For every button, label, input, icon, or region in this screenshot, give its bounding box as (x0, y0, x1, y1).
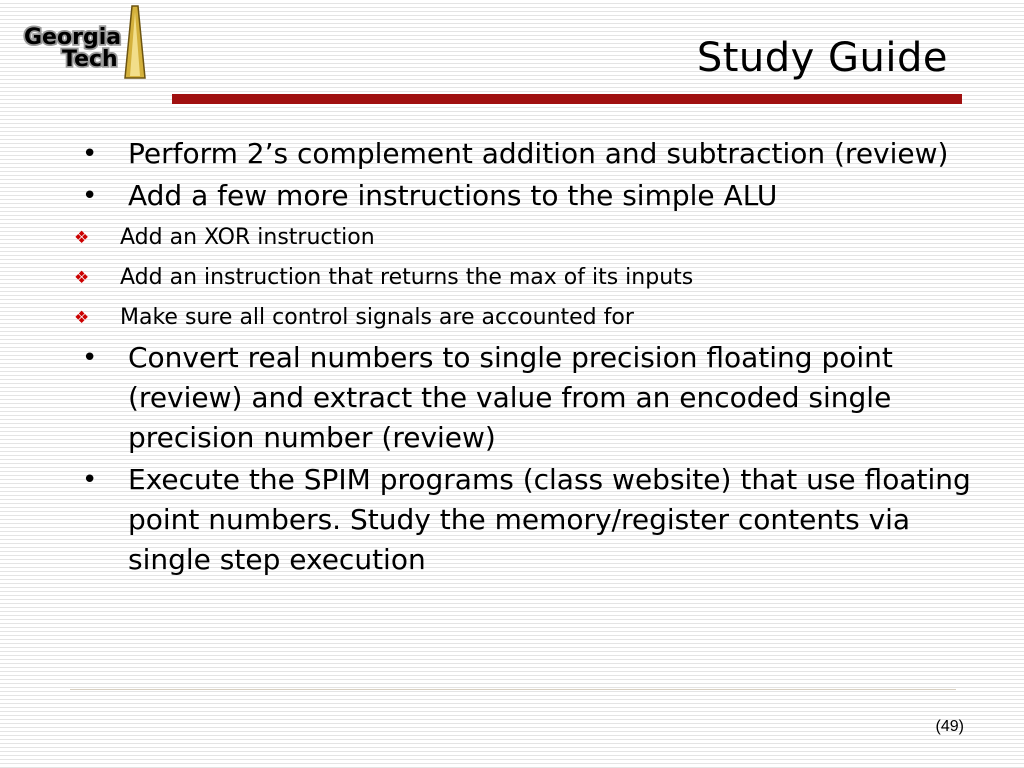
slide-title: Study Guide (696, 35, 948, 81)
sub-bullet-list (72, 218, 992, 338)
bullet-dot-icon: • (82, 181, 98, 211)
bullet-item (72, 134, 992, 174)
bullet-list (72, 134, 992, 580)
georgia-tech-logo (14, 2, 154, 82)
sub-bullet-text: Make sure all control signals are accounted for (120, 305, 634, 330)
bullet-item (72, 338, 992, 458)
slide-content (72, 134, 992, 582)
sub-bullet-group (72, 218, 992, 338)
diamond-bullet-icon: ❖ (74, 308, 90, 328)
footer-divider (70, 689, 956, 690)
diamond-bullet-icon: ❖ (74, 268, 90, 288)
bullet-text: Convert real numbers to single precision floating point (review) and extract the value from an encoded single precision number (review) (128, 341, 893, 454)
page-number: (49) (935, 718, 964, 735)
logo-text-georgia: Georgia (24, 25, 122, 50)
bullet-dot-icon: • (82, 465, 98, 495)
bullet-dot-icon: • (82, 139, 98, 169)
bullet-text: Add a few more instructions to the simple ALU (128, 179, 778, 212)
diamond-bullet-icon: ❖ (74, 228, 90, 248)
bullet-item (72, 460, 992, 580)
logo-text-tech: Tech (62, 47, 118, 72)
bullet-dot-icon: • (82, 343, 98, 373)
sub-bullet-item (16, 258, 992, 298)
bullet-item (72, 176, 992, 216)
sub-bullet-text: Add an instruction that returns the max of its inputs (120, 265, 694, 290)
bullet-text: Execute the SPIM programs (class website) that use floating point numbers. Study the memory/register contents via single step execution (128, 463, 971, 576)
bullet-text: Perform 2’s complement addition and subtraction (review) (128, 137, 949, 170)
sub-bullet-item (16, 218, 992, 258)
sub-bullet-item (16, 298, 992, 338)
title-underline (172, 94, 962, 104)
sub-bullet-text: Add an XOR instruction (120, 225, 375, 250)
